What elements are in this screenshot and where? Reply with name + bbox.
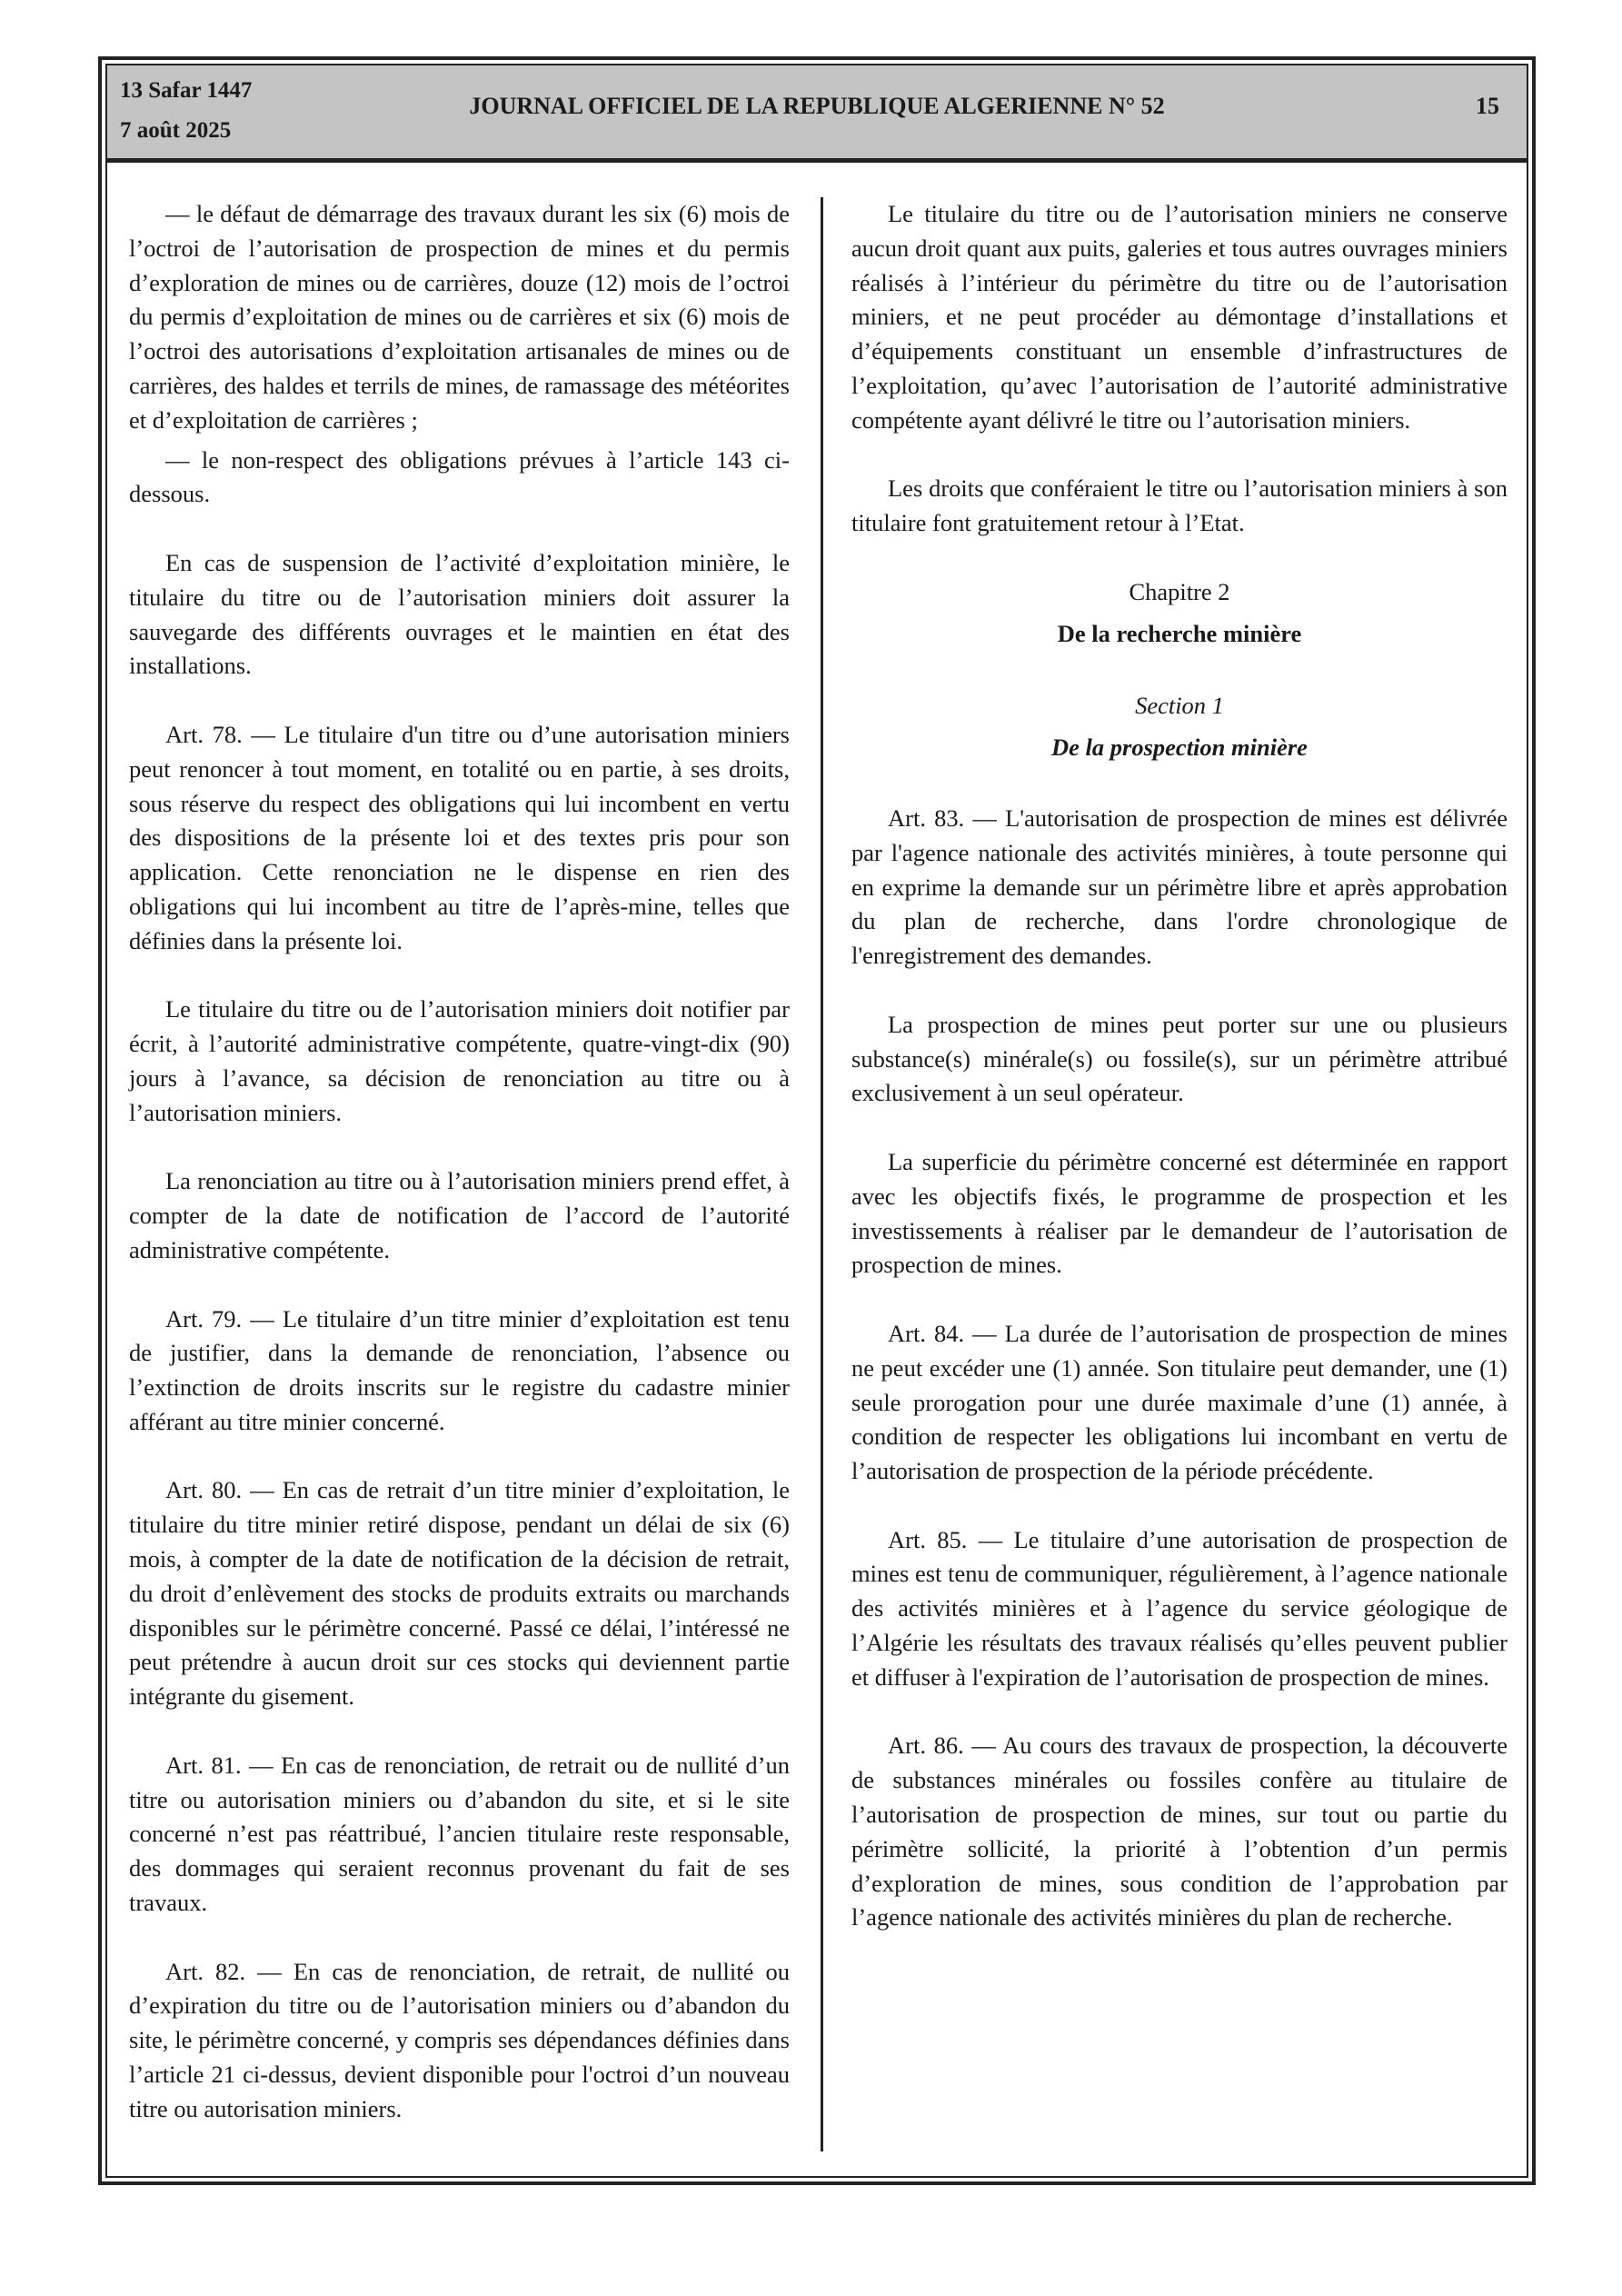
chapter-label: Chapitre 2 — [1129, 577, 1230, 605]
paragraph: En cas de suspension de l’activité d’exploitation minière, le titulaire du titre ou de l’autorisation miniers doit assurer la sauvegarde des différents ouvrages et le maintien en état des installations. — [129, 548, 790, 680]
right-column — [851, 197, 1508, 1970]
page-header — [107, 65, 1527, 163]
paragraph: Art. 79. — Le titulaire d’un titre minier d’exploitation est tenu de justifier, dans la demande de renonciation, l’absence ou l’extinction de droits inscrits sur le registre du cadastre minier afférant au titre minier concerné. — [129, 1304, 790, 1435]
paragraph: Le titulaire du titre ou de l’autorisation miniers ne conserve aucun droit quant aux puits, galeries et tous autres ouvrages miniers réalisés à l’intérieur du périmètre du titre ou de l’autorisation miniers, et ne peut procéder au démontage d’installations et d’équipements constituant un ensemble d’infrastructures de l’exploitation, qu’avec l’autorisation de l’autorité administrative compétente ayant délivré le titre ou l’autorisation miniers. — [851, 200, 1508, 434]
page-number: 15 — [1476, 93, 1499, 119]
left-column — [129, 197, 790, 2161]
paragraph: Art. 82. — En cas de renonciation, de retrait, de nullité ou d’expiration du titre ou de l’autorisation miniers ou d’abandon du site, le périmètre concerné, y compris ses dépendances définies dans l’article 21 ci-dessus, devient disponible pour l'octroi d’un nouveau titre ou autorisation miniers. — [129, 1957, 790, 2122]
section-title: De la prospection minière — [1051, 734, 1308, 762]
paragraph: Art. 81. — En cas de renonciation, de retrait ou de nullité d’un titre ou autorisation miniers ou d’abandon du site, et si le site concerné n’est pas réattribué, l’ancien titulaire reste responsable, des dommages qui seraient reconnus provenant du fait de ses travaux. — [129, 1751, 790, 1917]
section-label: Section 1 — [1135, 692, 1224, 720]
paragraph: La superficie du périmètre concerné est déterminée en rapport avec les objectifs fixés, le programme de prospection et les investissements à réaliser par le demandeur de l’autorisation de prospection de mines. — [851, 1147, 1508, 1279]
paragraph: Art. 84. — La durée de l’autorisation de prospection de mines ne peut excéder une (1) année. Son titulaire peut demander, une (1) seule prorogation pour une durée maximale d’une (1) année, à condition de respecter les obligations lui incombant en vertu de l’autorisation de prospection de la période précédente. — [851, 1319, 1508, 1485]
paragraph: Art. 78. — Le titulaire d'un titre ou d’une autorisation miniers peut renoncer à tout moment, en totalité ou en partie, à ses droits, sous réserve du respect des obligations qui lui incombent en vertu des dispositions de la présente loi et des textes pris pour son application. Cette renonciation ne le dispense en rien des obligations qui lui incombent au titre de l’après-mine, telles que définies dans la présente loi. — [129, 720, 790, 954]
journal-title: JOURNAL OFFICIEL DE LA REPUBLIQUE ALGERIENNE N° 52 — [469, 93, 1165, 119]
paragraph: Art. 83. — L'autorisation de prospection de mines est délivrée par l'agence nationale des activités minières, à toute personne qui en exprime la demande sur un périmètre libre et après approbation du plan de recherche, dans l'ordre chronologique de l'enregistrement des demandes. — [851, 804, 1508, 970]
paragraph: La prospection de mines peut porter sur une ou plusieurs substance(s) minérale(s) ou fossile(s), sur un périmètre attribué exclusivement à un seul opérateur. — [851, 1010, 1508, 1107]
page-frame — [98, 56, 1536, 2185]
paragraph: La renonciation au titre ou à l’autorisation miniers prend effet, à compter de la date de notification de l’accord de l’autorité administrative compétente. — [129, 1167, 790, 1263]
column-divider — [821, 197, 823, 2151]
paragraph: — le défaut de démarrage des travaux durant les six (6) mois de l’octroi de l’autorisation de prospection de mines et du permis d’exploration de mines ou de carrières, douze (12) mois de l’octroi du permis d’exploitation de mines ou de carrières et six (6) mois de l’octroi des autorisations d’exploitation artisanales de mines ou de carrières, des haldes et terrils de mines, de ramassage des météorites et d’exploitation de carrières ; — [129, 200, 790, 434]
chapter-title: De la recherche minière — [1057, 619, 1302, 647]
date-gregorian: 7 août 2025 — [120, 118, 232, 143]
paragraph: Art. 85. — Le titulaire d’une autorisation de prospection de mines est tenu de communiquer, régulièrement, à l’agence nationale des activités minières et à l’agence du service géologique de l’Algérie les résultats des travaux réalisés qu’elles peuvent publier et diffuser à l'expiration de l’autorisation de prospection de mines. — [851, 1525, 1508, 1691]
paragraph: — le non-respect des obligations prévues à l’article 143 ci-dessous. — [129, 445, 790, 508]
paragraph: Art. 86. — Au cours des travaux de prospection, la découverte de substances minérales ou fossiles confère au titulaire de l’autorisation de prospection de mines, sur tout ou partie du périmètre sollicité, la priorité à l’obtention d’un permis d’exploration de mines, sous condition de l’approbation par l’agence nationale des activités minières du plan de recherche. — [851, 1732, 1508, 1932]
paragraph: Art. 80. — En cas de retrait d’un titre minier d’exploitation, le titulaire du titre minier retiré dispose, pendant un délai de six (6) mois, à compter de la date de notification de la décision de retrait, du droit d’enlèvement des stocks de produits extraits ou marchands disponibles sur le périmètre concerné. Passé ce délai, l’intéressé ne peut prétendre à aucun droit sur ces stocks qui deviennent partie intégrante du gisement. — [129, 1476, 790, 1711]
paragraph: Les droits que conféraient le titre ou l’autorisation miniers à son titulaire font gratuitement retour à l’Etat. — [851, 474, 1508, 537]
date-hijri: 13 Safar 1447 — [120, 78, 253, 103]
paragraph: Le titulaire du titre ou de l’autorisation miniers doit notifier par écrit, à l’autorité administrative compétente, quatre-vingt-dix (90) jours à l’avance, sa décision de renonciation au titre ou à l’autorisation miniers. — [129, 995, 790, 1126]
